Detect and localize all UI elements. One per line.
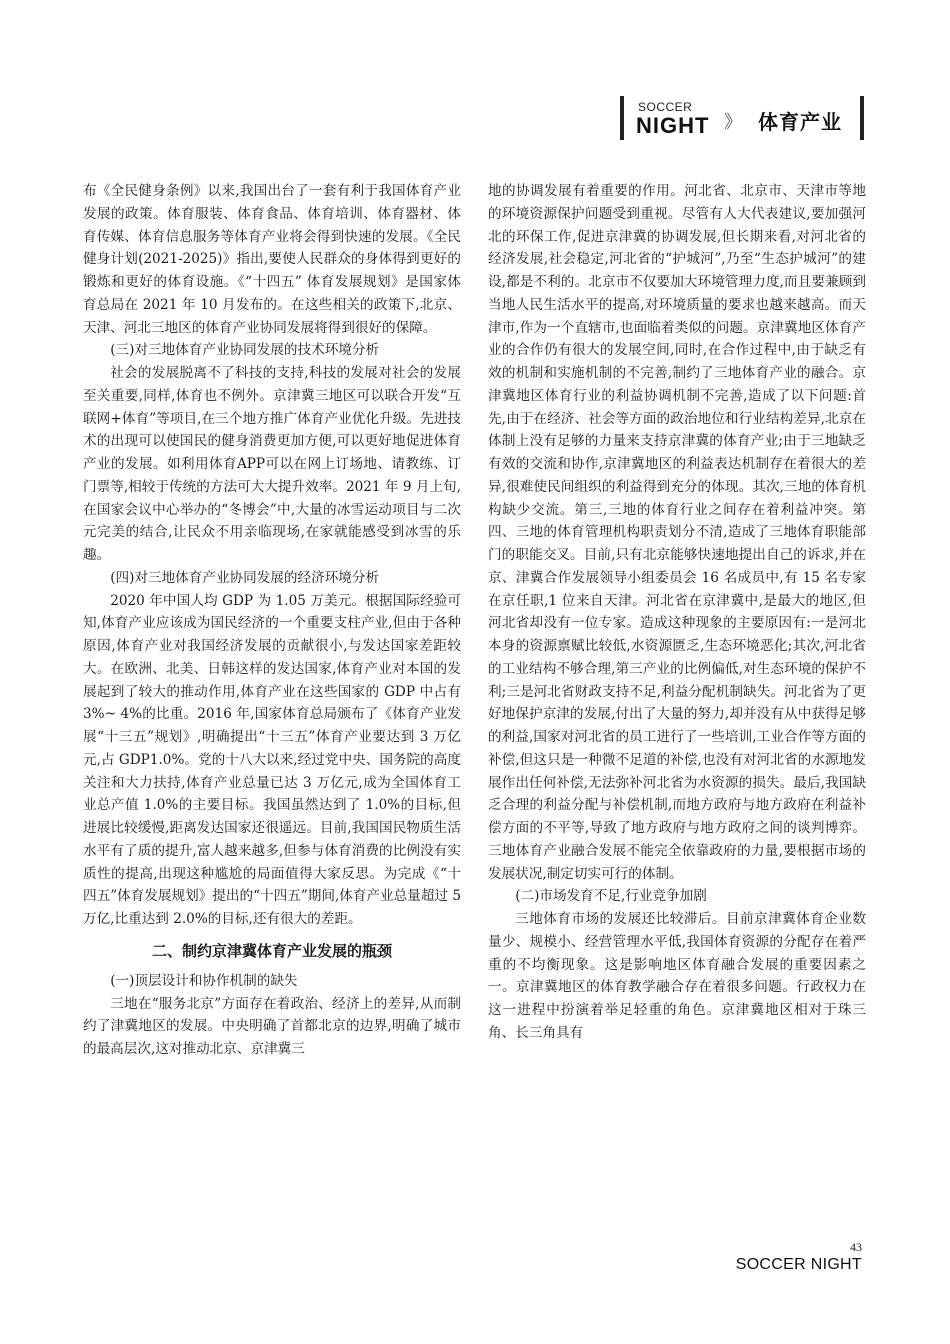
magazine-name-bottom: NIGHT <box>636 113 710 138</box>
header-bar-right <box>860 96 864 140</box>
subsection-heading: (三)对三地体育产业协同发展的技术环境分析 <box>110 342 380 359</box>
magazine-name-top: SOCCER <box>638 100 693 114</box>
subsection-heading: (四)对三地体育产业协同发展的经济环境分析 <box>110 569 380 586</box>
paragraph: 地的协调发展有着重要的作用。河北省、北京市、天津市等地的环境资源保护问题受到重视。尽管有人大代表建议,要加强河北的环保工作,促进京津冀的协调发展,但长期来看,对河北省的经济发展,社会稳定,河北省的“护城河”,乃至“生态护城河”的建设,都是不利的。北京市不仅要加大环境管理力度,而且要兼顾到当地人民生活水平的提高,对环境质量的要求也越来越高。而天津市,作为一个直辖市,也面临着类似的问题。京津冀地区体育产业的合作仍有很大的发展空间,同时,在合作过程中,由于缺乏有效的机制和实施机制的不完善,制约了三地体育产业的融合。京津冀地区体育行业的利益协调机制不完善,造成了以下问题:首先,由于在经济、社会等方面的政治地位和行业结构差异,北京在体制上没有足够的力量来支持京津冀的体育产业;由于三地缺乏有效的交流和协作,京津冀地区的利益表达机制存在着很大的差异,很难使民间组织的利益得到充分的体现。其次,三地的体育机构缺少交流。第三,三地的体育行业之间存在着利益冲突。第四、三地的体育管理机构职责划分不清,造成了三地体育职能部门的职能交叉。目前,只有北京能够快速地提出自己的诉求,并在京、津冀合作发展领导小组委员会 16 名成员中,有 15 名专家在京任职,1 位来自天津。河北省在京津冀中,是最大的地区,但河北省却没有一位专家。造成这种现象的主要原因有:一是河北本身的资源禀赋比较低,水资源匮乏,生态环境恶化;其次,河北省的工业结构不够合理,第三产业的比例偏低,对生态环境的保护不利;三是河北省财政支持不足,利益分配机制缺失。河北省为了更好地保护京津的发展,付出了大量的努力,却并没有从中获得足够的利益,国家对河北省的员工进行了一些培训,工业合作等方面的补偿,但这只是一种微不足道的补偿,也没有对河北省的水源地发展作出任何补偿,无法弥补河北省为水资源的损失。最后,我国缺乏合理的利益分配与补偿机制,而地方政府与地方政府在利益补偿方面的不平等,导致了地方政府与地方政府之间的谈判博弈。三地体育产业融合发展不能完全依靠政府的力量,要根据市场的发展状况,制定切实可行的体制。 <box>488 183 866 882</box>
left-column <box>83 180 461 1061</box>
header-bar-left <box>620 96 624 140</box>
paragraph: 三地在“服务北京”方面存在着政治、经济上的差异,从而制约了津冀地区的发展。中央明确了首都北京的边界,明确了城市的最高层次,这对推动北京、京津冀三 <box>83 995 461 1057</box>
right-column <box>488 180 866 1045</box>
paragraph: 三地体育市场的发展还比较滞后。目前京津冀体育企业数量少、规模小、经营管理水平低,我国体育资源的分配存在着严重的不均衡现象。这是影响地区体育融合发展的重要因素之一。京津冀地区的体育教学融合存在着很多问题。行政权力在这一进程中扮演着举足轻重的角色。京津冀地区相对于珠三角、长三角具有 <box>488 911 866 1041</box>
double-chevron-icon: 》 <box>724 112 742 133</box>
paragraph: 社会的发展脱离不了科技的支持,科技的发展对社会的发展至关重要,同样,体育也不例外。京津冀三地区可以联合开发“互联网+体育”等项目,在三个地方推广体育产业优化升级。先进技术的出现可以使国民的健身消费更加方便,可以更好地促进体育产业的发展。如利用体育APP可以在网上订场地、请教练、订门票等,相较于传统的方法可大大提升效率。2021 年 9 月上旬,在国家会议中心举办的“冬博会”中,大量的冰雪运动项目与二次元完美的结合,让民众不用亲临现场,在家就能感受到冰雪的乐趣。 <box>83 365 461 563</box>
paragraph: 布《全民健身条例》以来,我国出台了一套有利于我国体育产业发展的政策。体育服装、体育食品、体育培训、体育器材、体育传媒、体育信息服务等体育产业将会得到快速的发展。《全民健身计划(2021-2025)》指出,要使人民群众的身体得到更好的锻炼和更好的体育设施。《“十四五” 体育发展规划》是国家体育总局在 2021 年 10 月发布的。在这些相关的政策下,北京、天津、河北三地区的体育产业协同发展将得到很好的保障。 <box>83 183 461 336</box>
section-title: 体育产业 <box>758 110 842 134</box>
subsection-heading: (二)市场发育不足,行业竞争加剧 <box>515 888 707 905</box>
subsection-heading: (一)顶层设计和协作机制的缺失 <box>110 972 298 989</box>
section-heading: 二、制约京津冀体育产业发展的瓶颈 <box>151 941 392 960</box>
paragraph: 2020 年中国人均 GDP 为 1.05 万美元。根据国际经验可知,体育产业应该成为国民经济的一个重要支柱产业,但由于各种原因,体育产业对我国经济发展的贡献很小,与发达国家差距较大。在欧洲、北美、日韩这样的发达国家,体育产业对本国的发展起到了较大的推动作用,体育产业在这些国家的 GDP 中占有 3%~ 4%的比重。2016 年,国家体育总局颁布了《体育产业发展“十三五”规划》,明确提出“十三五”体育产业要达到 3 万亿元,占 GDP1.0%。党的十八大以来,经过党中央、国务院的高度关注和大力扶持,体育产业总量已达 3 万亿元,成为全国体育工业总产值 1.0%的主要目标。我国虽然达到了 1.0%的目标,但进展比较缓慢,距离发达国家还很遥远。目前,我国国民物质生活水平有了质的提升,富人越来越多,但参与体育消费的比例没有实质性的提高,出现这种尴尬的局面值得大家反思。为完成《“十四五”体育发展规划》提出的“十四五”期间,体育产业总量超过 5 万亿,比重达到 2.0%的目标,还有很大的差距。 <box>83 592 461 927</box>
footer-magazine-name: SOCCER NIGHT <box>735 1256 862 1273</box>
page-number: 43 <box>850 1240 862 1254</box>
